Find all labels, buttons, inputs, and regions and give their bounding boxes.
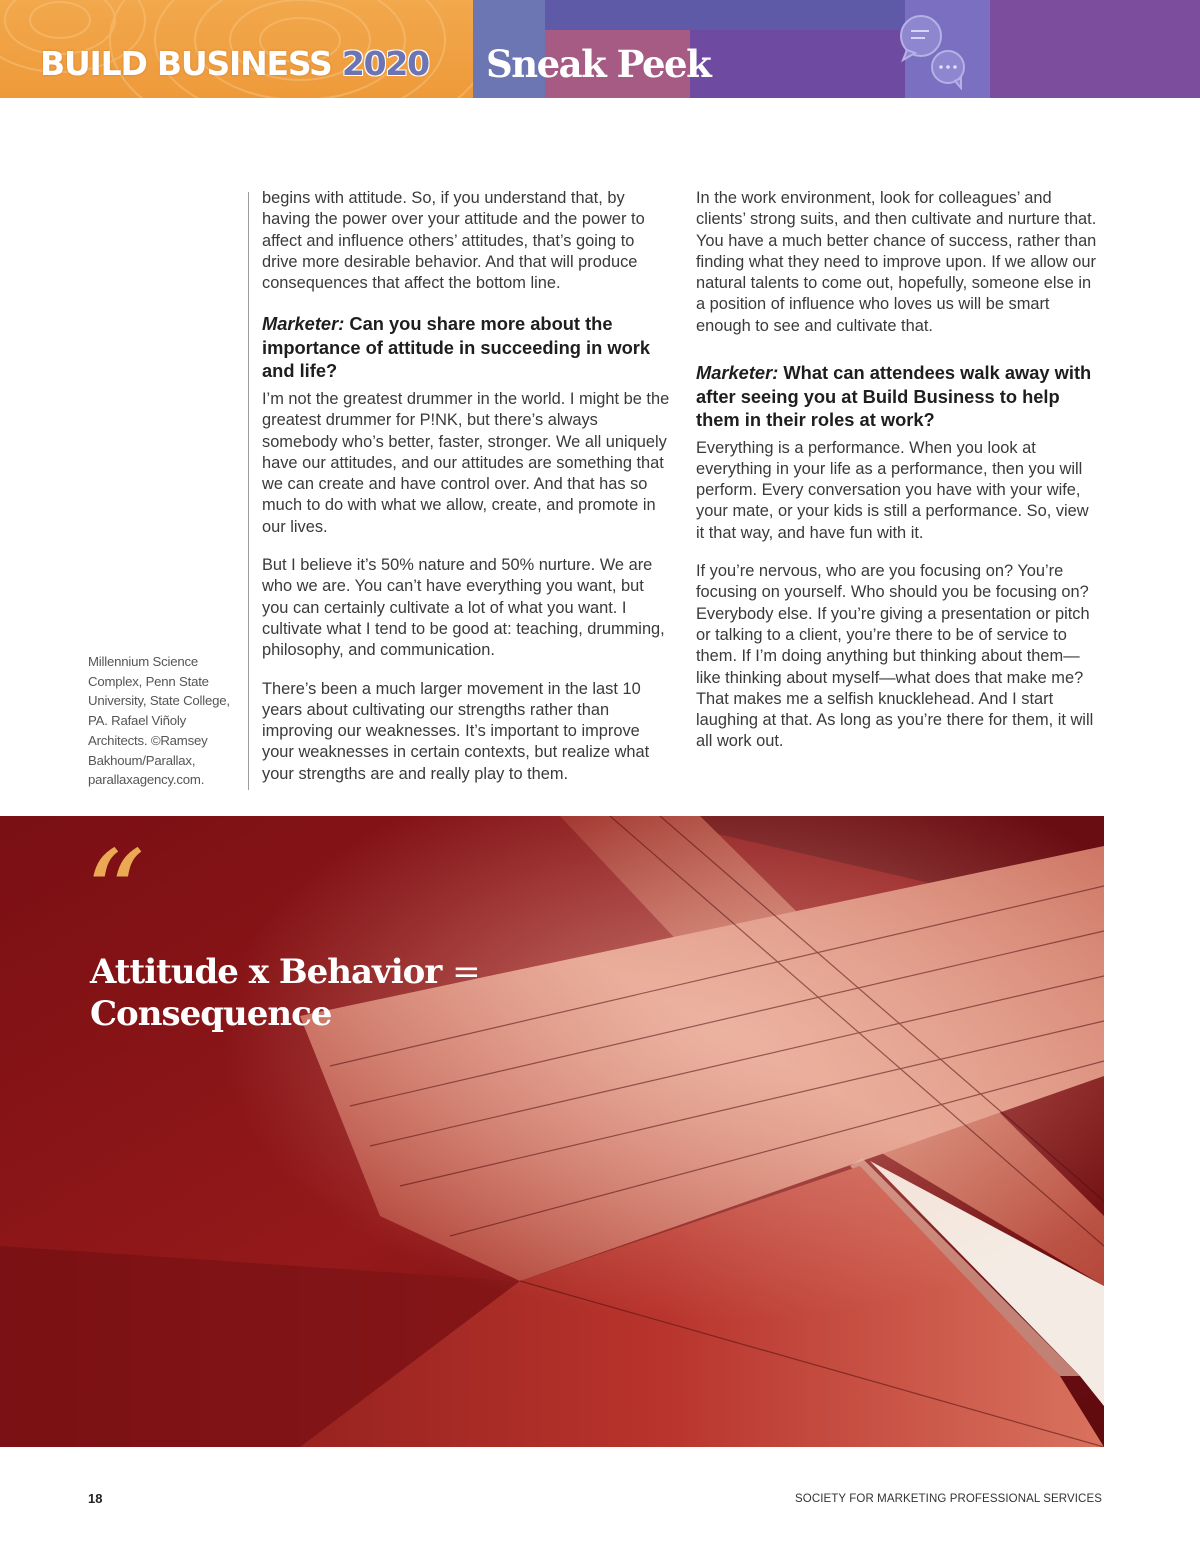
footer-organization: SOCIETY FOR MARKETING PROFESSIONAL SERVICES (795, 1493, 1102, 1505)
pull-quote-equals: = (452, 952, 480, 992)
question-text: Can you share more about the importance of attitude in succeeding in work and life? (262, 313, 651, 382)
red-building-image (0, 816, 1104, 1447)
interview-question (262, 312, 672, 383)
question-lead: Marketer: (262, 313, 345, 335)
question-lead: Marketer: (696, 362, 779, 384)
header-banner (0, 0, 1200, 98)
question-text: What can attendees walk away with after seeing you at Build Business to help them in their roles at work? (696, 362, 1092, 431)
pull-quote-line1: Attitude x Behavior (90, 952, 442, 992)
body-paragraph: There’s been a much larger movement in the last 10 years about cultivating our strengths rather than improving our weaknesses. It’s important to improve your weaknesses in certain contexts, but realize what your strengths are and really play to them. (262, 679, 650, 783)
body-paragraph: begins with attitude. So, if you understand that, by having the power over your attitude and the power to affect and influence others’ attitudes, that’s going to drive more desirable behavior. And that will produce consequences that affect the bottom line. (262, 189, 645, 293)
body-paragraph: But I believe it’s 50% nature and 50% nurture. We are who we are. You can’t have everything you want, but you can certainly cultivate a lot of what you want. I cultivate what I tend to be good at: teaching, drumming, philosophy, and communication. (262, 556, 665, 660)
body-paragraph: I’m not the greatest drummer in the world. I might be the greatest drummer for P!NK, but there’s always somebody who’s better, faster, stronger. We all uniquely have our attitudes, and our attitudes are something that we can create and have control over. And that has so much to do with what we allow, create, and promote in our lives. (262, 389, 670, 536)
section-title: Sneak Peek (486, 42, 711, 86)
column-divider (248, 192, 249, 790)
interview-question (696, 361, 1100, 432)
body-paragraph: In the work environment, look for colleagues’ and clients’ strong suits, and then cultivate and nurture that. You have a much better chance of success, rather than finding what they need to improve upon. If we allow our natural talents to come out, hopefully, someone else in a position of influence who loves us will be smart enough to see and cultivate that. (696, 189, 1097, 335)
body-paragraph: If you’re nervous, who are you focusing on? You’re focusing on yourself. Who should you be focusing on? Everybody else. If you’re giving a presentation or pitch or talking to a client, you’re there to be of service to them. If I’m doing anything but thinking about them—like thinking about myself—what does that make me? That makes me a selfish knucklehead. And I start laughing at that. As long as you’re there for them, it will all work out. (696, 562, 1094, 751)
photo-caption: Millennium Science Complex, Penn State University, State College, PA. Rafael Viñoly Architects. ©Ramsey Bakhoum/Parallax, parallaxagency.com. (88, 654, 230, 788)
brand-title (40, 44, 429, 83)
page-number: 18 (88, 1491, 103, 1506)
chat-bubbles-icon (895, 10, 975, 90)
brand-year: 2020 (341, 44, 429, 83)
article-left-column (262, 188, 672, 802)
quote-mark-icon: “ (84, 826, 146, 965)
architecture-photo (0, 816, 1104, 1447)
banner-right-panel (990, 0, 1200, 98)
pull-quote (90, 951, 510, 1035)
article-right-column (696, 188, 1100, 770)
brand-main: BUILD BUSINESS (40, 44, 332, 83)
pull-quote-line2: Consequence (90, 994, 332, 1034)
body-paragraph: Everything is a performance. When you look at everything in your life as a performance, then you will perform. Every conversation you have with your wife, your mate, or your kids is still a performance. So, view it that way, and have fun with it. (696, 438, 1089, 542)
